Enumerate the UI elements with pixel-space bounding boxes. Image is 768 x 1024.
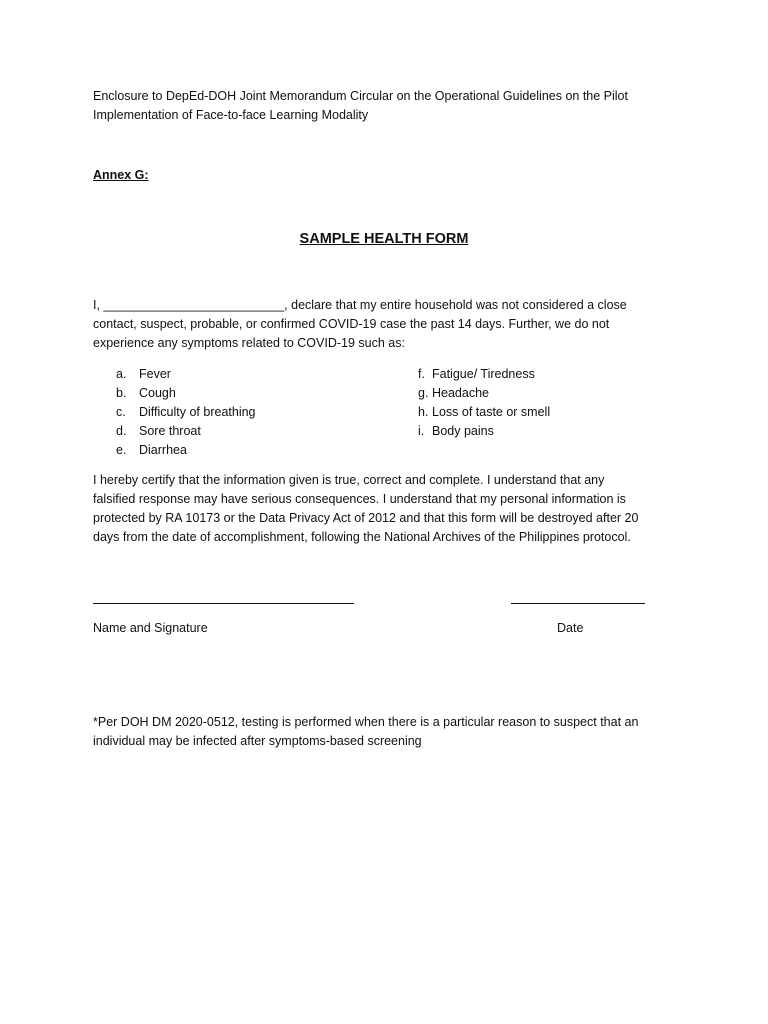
symptom-item [116, 403, 256, 422]
footnote-line: individual may be infected after symptoms-based screening [93, 734, 422, 748]
symptom-label: Cough [139, 386, 176, 400]
certification-line: protected by RA 10173 or the Data Privacy Act of 2012 and that this form will be destroyed after 20 [93, 511, 639, 525]
enclosure-line: Enclosure to DepEd-DOH Joint Memorandum Circular on the Operational Guidelines on the Pilot [93, 89, 628, 103]
symptom-label: Fever [139, 367, 171, 381]
symptom-item [116, 384, 256, 403]
symptom-item [116, 365, 256, 384]
form-title: SAMPLE HEALTH FORM [299, 231, 469, 247]
symptom-label: Sore throat [139, 424, 201, 438]
annex-label: Annex G: [93, 168, 149, 182]
symptom-item [418, 403, 550, 422]
symptom-label: Fatigue/ Tiredness [432, 367, 535, 381]
name-signature-line[interactable] [93, 603, 354, 604]
symptom-label: Body pains [432, 424, 494, 438]
declaration-line: experience any symptoms related to COVID-19 such as: [93, 336, 405, 350]
symptom-letter: g. [418, 386, 429, 400]
symptom-list-left [116, 365, 256, 460]
certification-paragraph [93, 471, 683, 547]
symptom-item [116, 441, 256, 460]
name-signature-label: Name and Signature [93, 621, 208, 635]
symptom-letter: d. [116, 424, 127, 438]
symptom-letter: i. [418, 424, 425, 438]
symptom-letter: f. [418, 367, 425, 381]
certification-line: falsified response may have serious consequences. I understand that my personal information is [93, 492, 626, 506]
footnote-line: *Per DOH DM 2020-0512, testing is performed when there is a particular reason to suspect that an [93, 715, 639, 729]
declaration-line: contact, suspect, probable, or confirmed COVID-19 case the past 14 days. Further, we do not [93, 317, 610, 331]
symptom-letter: b. [116, 386, 127, 400]
symptom-letter: h. [418, 405, 429, 419]
enclosure-heading [93, 87, 683, 125]
symptom-label: Headache [432, 386, 489, 400]
symptom-item [418, 384, 550, 403]
symptom-letter: e. [116, 443, 127, 457]
declaration-line: I, __________________________, declare that my entire household was not considered a close [93, 298, 627, 312]
enclosure-line: Implementation of Face-to-face Learning Modality [93, 108, 369, 122]
symptom-letter: c. [116, 405, 126, 419]
symptom-item [418, 422, 550, 441]
date-line[interactable] [511, 603, 645, 604]
symptom-item [116, 422, 256, 441]
symptom-letter: a. [116, 367, 127, 381]
symptom-list-right [418, 365, 550, 441]
footnote [93, 713, 683, 751]
symptom-label: Loss of taste or smell [432, 405, 551, 419]
symptom-label: Difficulty of breathing [139, 405, 256, 419]
date-label: Date [557, 621, 584, 635]
symptom-label: Diarrhea [139, 443, 187, 457]
certification-line: days from the date of accomplishment, following the National Archives of the Philippines protocol. [93, 530, 631, 544]
symptom-item [418, 365, 550, 384]
certification-line: I hereby certify that the information given is true, correct and complete. I understand that any [93, 473, 605, 487]
declaration-paragraph [93, 296, 673, 353]
